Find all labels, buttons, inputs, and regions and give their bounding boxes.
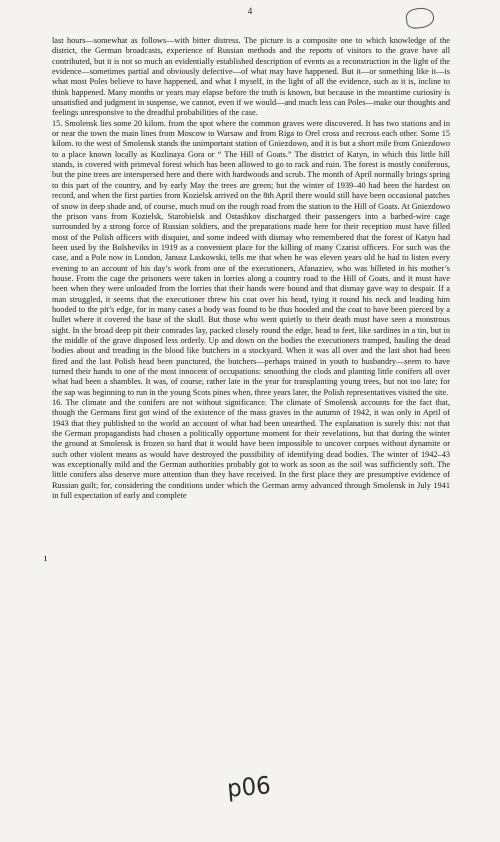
handwritten-page-reference: p06 [226, 771, 272, 803]
margin-tick-mark: ı [44, 552, 48, 564]
paragraph-continuation: last hours—somewhat as follows—with bitter distress. The picture is a composite one to which knowledge of the district, the German broadcasts, experience of Russian methods and the reports of visitors to the grave have all contributed, but it is not so much an evidentially established description of events as a reconstruction in the light of the evidence—sometimes partial and obviously defective—of what may have happened. But it—or something like it—is what most Poles believe to have happened, and what I myself, in the light of all the evidence, such as it is, incline to think happened. Many months or years may elapse before the truth is known, but because in the meantime curiosity is unsatisfied and judgment in suspense, we cannot, even if we would—and much less can Poles—make our thoughts and feelings unresponsive to the dreadful probabilities of the case. [52, 36, 450, 118]
body-text [52, 36, 450, 501]
paragraph-15: 15. Smolensk lies some 20 kilom. from the spot where the common graves were discovered. It has two stations and in or near the town the main lines from Moscow to Warsaw and from Riga to Orel cross and recross each other. Some 15 kilom. to the west of Smolensk stands the unimportant station of Gniezdowo, and it is but a short mile from Gniezdowo to a place known locally as Kozlinaya Gora or “ The Hill of Goats.” The district of Katyn, in which this little hill stands, is covered with primeval forest which has been allowed to go to rack and ruin. The forest is mostly coniferous, but the pine trees are interspersed here and there with hardwoods and scrub. The month of April normally brings spring to this part of the country, and by early May the trees are green; but the winter of 1939–40 had been the hardest on record, and when the first parties from Kozielsk arrived on the 8th April there would still have been occasional patches of snow in deep shade and, of course, much mud on the rough road from the station to the Hill of Goats. At Gniezdowo the prison vans from Kozielsk, Starobielsk and Ostashkov discharged their passengers into a barbed-wire cage surrounded by a strong force of Russian soldiers, and the preparations made here for their reception must have filled most of the Polish officers with disquiet, and some indeed with dismay who remembered that the forest of Katyn had been used by the Bolsheviks in 1919 as a convenient place for the killing of many Czarist officers. For such was the case, and a Pole now in London, Janusz Laskowski, tells me that when he was eleven years old he had to listen every evening to an account of his day’s work from one of the executioners, Afanaziev, who was billeted in his mother’s house. From the cage the prisoners were taken in lorries along a country road to the Hill of Goats, and it must have been when they were unloaded from the lorries that their hands were bound and that dismay gave way to despair. If a man struggled, it seems that the executioner threw his coat over his head, tying it round his neck and leading him hooded to the pit’s edge, for in many cases a body was found to be thus hooded and the coat to have been pierced by a bullet where it covered the base of the skull. But those who went quietly to their death must have seen a monstrous sight. In the broad deep pit their comrades lay, packed closely round the edge, head to feet, like sardines in a tin, but in the middle of the grave disposed less orderly. Up and down on the bodies the executioners tramped, hauling the dead bodies about and treading in the blood like butchers in a stockyard. When it was all over and the last shot had been fired and the last Polish head been punctured, the butchers—perhaps trained in youth to husbandry—seem to have turned their hands to one of the most innocent of occupations: smoothing the clods and planting little conifers all over what had been a shambles. It was, of course, rather late in the year for transplanting young trees, but not too late; for the sap was beginning to run in the young Scots pines when, three years later, the Polish representatives visited the site. [52, 118, 450, 397]
paragraph-16: 16. The climate and the conifers are not without significance. The climate of Smolensk accounts for the fact that, though the Germans first got wind of the existence of the mass graves in the autumn of 1942, it was only in April of 1943 that they published to the world an account of what had been unearthed. The explanation is surely this: not that the German propagandists had chosen a politically opportune moment for their revelations, but that during the winter the ground at Smolensk is frozen so hard that it would have been impossible to uncover corpses without dynamite or such other violent means as would have destroyed the possibility of identifying dead bodies. The winter of 1942–43 was exceptionally mild and the German authorities probably got to work as soon as the soil was sufficiently soft. The little conifers also deserve more attention than they have received. In the first place they are presumptive evidence of Russian guilt; for, considering the conditions under which the German army advanced through Smolensk in July 1941 in full expectation of early and complete [52, 398, 450, 501]
page-number: 4 [247, 6, 253, 16]
handwritten-circle-mark [405, 6, 436, 30]
